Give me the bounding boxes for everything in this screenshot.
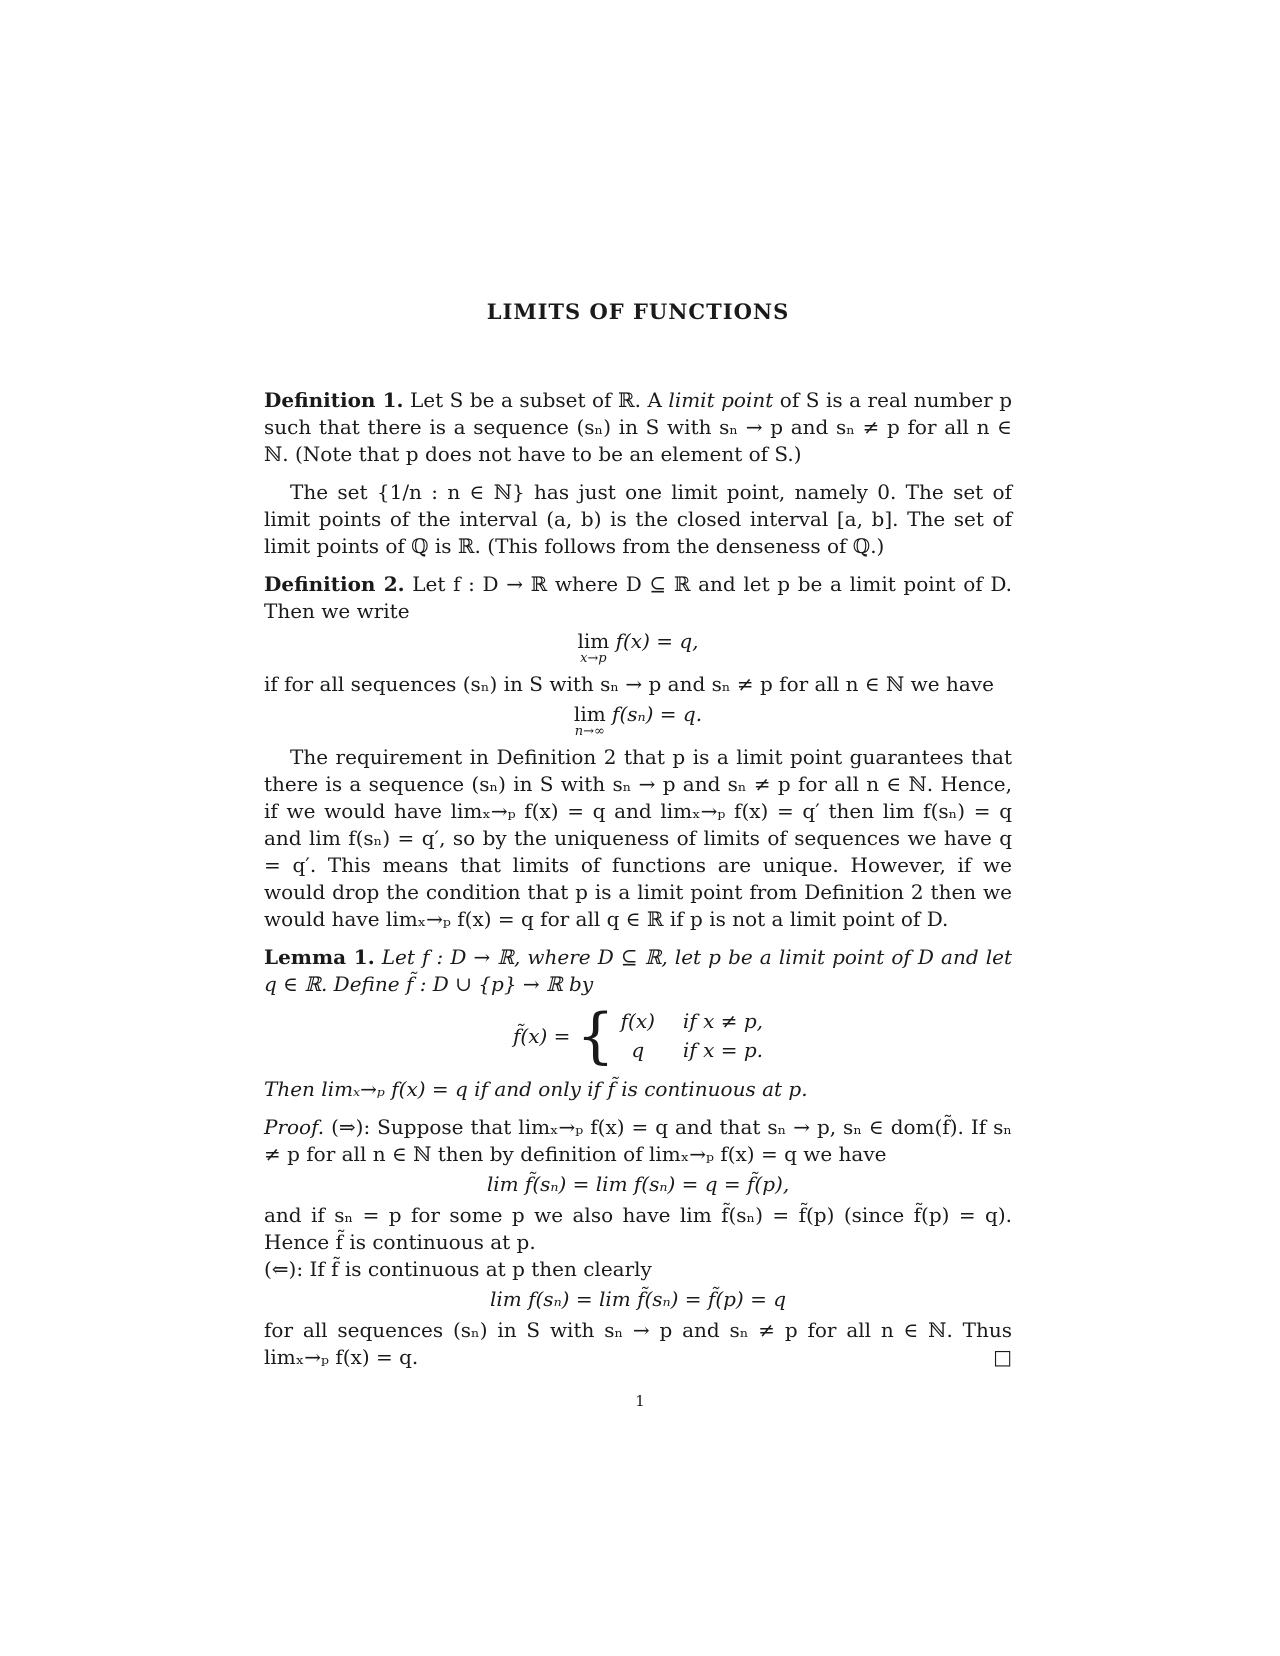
page-number: 1 <box>635 1392 645 1410</box>
proof-conclusion <box>264 1317 1012 1371</box>
lemma-1-label: Lemma 1. <box>264 945 375 969</box>
definition-2-continuation: if for all sequences (sₙ) in S with sₙ → p and sₙ ≠ p for all n ∈ ℕ we have <box>264 672 994 696</box>
definition-1-term: limit point <box>668 388 774 412</box>
proof-text-3: (⇐): If f̃ is continuous at p then clearly <box>264 1257 652 1281</box>
definition-2-label: Definition 2. <box>264 572 405 596</box>
proof-part-1 <box>264 1114 1012 1168</box>
lemma-1-text: Let f : D → ℝ, where D ⊆ ℝ, let p be a limit point of D and let q ∈ ℝ. Define f̃ : D ∪ {p} → ℝ by <box>264 945 1013 996</box>
case-2-value: q <box>631 1038 645 1062</box>
case-2-condition: if x = p. <box>682 1038 763 1062</box>
paragraph-uniqueness: The requirement in Definition 2 that p is a limit point guarantees that there is a sequence (sₙ) in S with sₙ → p and sₙ ≠ p for all n ∈ ℕ. Hence, if we would have limₓ→ₚ f(x) = q and limₓ→ₚ f(x) = q′ then lim f(sₙ) = q and lim f(sₙ) = q′, so by the uniqueness of limits of sequences we have q = q′. This means that limits of functions are unique. However, if we would drop the condition that p is a limit point from Definition 2 then we would have limₓ→ₚ f(x) = q for all q ∈ ℝ if p is not a limit point of D. <box>264 745 1012 931</box>
equation-limit-function <box>264 629 1012 665</box>
definition-1 <box>264 387 1012 468</box>
definition-1-text-b: of S is a real number p such that there is a sequence (sₙ) in S with sₙ → p and sₙ ≠ p for all n ∈ ℕ. (Note that p does not have to be an element of S.) <box>264 388 1013 466</box>
lemma-1 <box>264 944 1012 998</box>
equation-rhs: f(sₙ) = q. <box>612 702 703 726</box>
limit-operator: lim n→∞ <box>573 702 606 739</box>
proof-label: Proof. <box>264 1115 325 1139</box>
definition-1-label: Definition 1. <box>264 388 404 412</box>
case-1-value: f(x) <box>620 1009 655 1033</box>
equation-rhs: f(x) = q, <box>615 629 699 653</box>
proof-text-1: (⇒): Suppose that limₓ→ₚ f(x) = q and that sₙ → p, sₙ ∈ dom(f̃). If sₙ ≠ p for all n ∈ ℕ then by definition of limₓ→ₚ f(x) = q we have <box>264 1115 1012 1166</box>
definition-2-text: Let f : D → ℝ where D ⊆ ℝ and let p be a limit point of D. Then we write <box>264 572 1013 623</box>
page-title: LIMITS OF FUNCTIONS <box>486 299 790 324</box>
proof-equation-2: lim f(sₙ) = lim f̃(sₙ) = f̃(p) = q <box>489 1287 786 1311</box>
piecewise-definition <box>264 1000 1012 1076</box>
document-body <box>264 298 1012 1382</box>
equation-limit-sequence <box>264 702 1012 738</box>
definition-1-text-a: Let S be a subset of ℝ. A <box>409 388 662 412</box>
proof-text-4: for all sequences (sₙ) in S with sₙ → p and sₙ ≠ p for all n ∈ ℕ. Thus limₓ→ₚ f(x) = q. <box>264 1318 1012 1369</box>
case-1-condition: if x ≠ p, <box>682 1009 763 1033</box>
limit-operator: lim x→p <box>577 629 610 666</box>
proof-equation-1: lim f̃(sₙ) = lim f(sₙ) = q = f̃(p), <box>486 1172 790 1196</box>
definition-2 <box>264 571 1012 625</box>
lemma-1-conclusion: Then limₓ→ₚ f(x) = q if and only if f̃ is continuous at p. <box>264 1077 808 1101</box>
proof-text-2: and if sₙ = p for some p we also have lim f̃(sₙ) = f̃(p) (since f̃(p) = q). Hence f̃ is continuous at p. <box>264 1203 1012 1254</box>
paragraph-limit-point-examples: The set {1/n : n ∈ ℕ} has just one limit point, namely 0. The set of limit points of the interval (a, b) is the closed interval [a, b]. The set of limit points of ℚ is ℝ. (This follows from the denseness of ℚ.) <box>264 480 1012 558</box>
left-brace: { <box>576 1001 615 1071</box>
qed-symbol: □ <box>993 1345 1012 1369</box>
piecewise-lhs: f̃(x) = <box>513 1023 571 1048</box>
